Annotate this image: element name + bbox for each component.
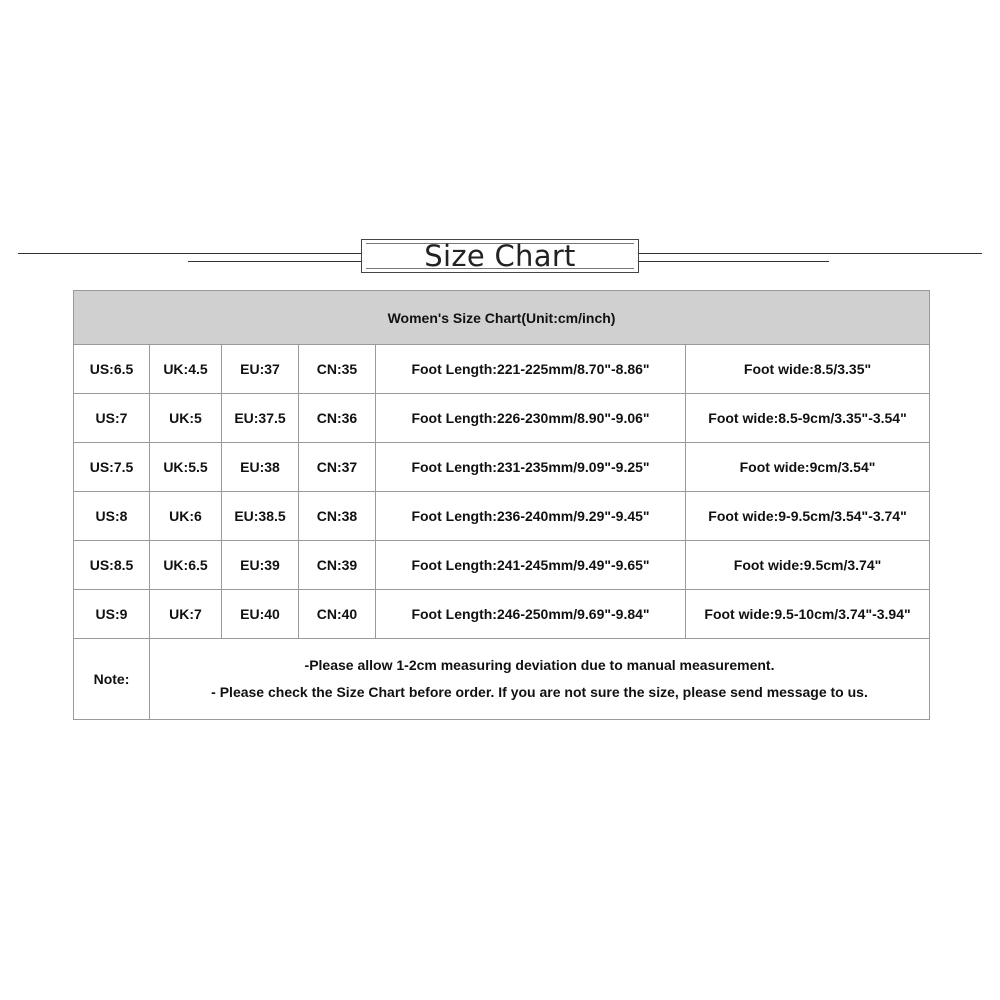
us-size-cell: US:9 [74, 590, 150, 639]
title-rule-outer-left [18, 253, 361, 254]
table-row [74, 541, 930, 590]
eu-size-cell: EU:38.5 [222, 492, 299, 541]
foot-length-cell: Foot Length:231-235mm/9.09"-9.25" [376, 443, 686, 492]
table-row [74, 492, 930, 541]
uk-size-cell: UK:4.5 [150, 345, 222, 394]
table-row [74, 394, 930, 443]
cn-size-cell: CN:37 [299, 443, 376, 492]
table-header-row [74, 291, 930, 345]
foot-length-cell: Foot Length:221-225mm/8.70"-8.86" [376, 345, 686, 394]
uk-size-cell: UK:7 [150, 590, 222, 639]
cn-size-cell: CN:36 [299, 394, 376, 443]
foot-length-cell: Foot Length:226-230mm/8.90"-9.06" [376, 394, 686, 443]
note-line-2: - Please check the Size Chart before order. If you are not sure the size, please send message to us. [211, 684, 868, 700]
eu-size-cell: EU:38 [222, 443, 299, 492]
title-rule-inner-right [639, 261, 829, 262]
eu-size-cell: EU:37 [222, 345, 299, 394]
note-content [150, 639, 930, 720]
eu-size-cell: EU:37.5 [222, 394, 299, 443]
us-size-cell: US:6.5 [74, 345, 150, 394]
title-box [361, 239, 639, 273]
foot-length-cell: Foot Length:241-245mm/9.49"-9.65" [376, 541, 686, 590]
foot-wide-cell: Foot wide:9.5cm/3.74" [686, 541, 930, 590]
foot-wide-cell: Foot wide:8.5/3.35" [686, 345, 930, 394]
foot-wide-cell: Foot wide:9.5-10cm/3.74"-3.94" [686, 590, 930, 639]
foot-wide-cell: Foot wide:9cm/3.54" [686, 443, 930, 492]
foot-wide-cell: Foot wide:9-9.5cm/3.54"-3.74" [686, 492, 930, 541]
us-size-cell: US:8.5 [74, 541, 150, 590]
title-rule-outer-right [639, 253, 982, 254]
us-size-cell: US:8 [74, 492, 150, 541]
eu-size-cell: EU:40 [222, 590, 299, 639]
note-label: Note: [74, 639, 150, 720]
us-size-cell: US:7 [74, 394, 150, 443]
foot-length-cell: Foot Length:236-240mm/9.29"-9.45" [376, 492, 686, 541]
table-header: Women's Size Chart(Unit:cm/inch) [74, 291, 930, 345]
title-rule-inner-left [188, 261, 361, 262]
page-title: Size Chart [424, 239, 576, 273]
cn-size-cell: CN:35 [299, 345, 376, 394]
uk-size-cell: UK:5.5 [150, 443, 222, 492]
cn-size-cell: CN:39 [299, 541, 376, 590]
table-row [74, 590, 930, 639]
uk-size-cell: UK:6.5 [150, 541, 222, 590]
cn-size-cell: CN:38 [299, 492, 376, 541]
table-row [74, 443, 930, 492]
cn-size-cell: CN:40 [299, 590, 376, 639]
foot-length-cell: Foot Length:246-250mm/9.69"-9.84" [376, 590, 686, 639]
uk-size-cell: UK:5 [150, 394, 222, 443]
size-chart-table [73, 290, 930, 720]
us-size-cell: US:7.5 [74, 443, 150, 492]
table-row [74, 345, 930, 394]
eu-size-cell: EU:39 [222, 541, 299, 590]
note-row [74, 639, 930, 720]
uk-size-cell: UK:6 [150, 492, 222, 541]
note-line-1: -Please allow 1-2cm measuring deviation due to manual measurement. [304, 657, 775, 673]
foot-wide-cell: Foot wide:8.5-9cm/3.35"-3.54" [686, 394, 930, 443]
